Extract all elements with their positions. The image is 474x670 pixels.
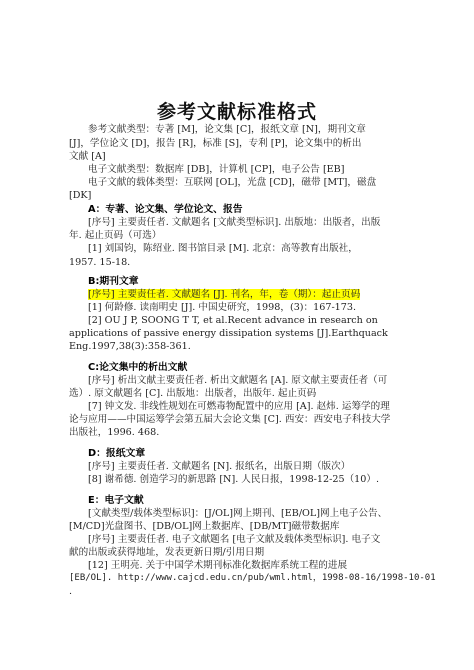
- intro-line-1: 参考文献类型：专著 [M]，论文集 [C]，报纸文章 [N]，期刊文章: [88, 124, 366, 135]
- section-e-line-6: [EB/OL]. http://www.cajcd.edu.cn/pub/wml.html，1998-08-16/1998-10-01: [69, 573, 436, 583]
- section-b-highlight-line: [88, 288, 360, 301]
- section-a-line-3: [1] 刘国钧，陈绍业. 图书馆目录 [M]. 北京：高等教育出版社，: [88, 243, 358, 254]
- document-title: 参考文献标准格式: [156, 101, 317, 123]
- section-c-line-2: 选）. 原文献题名 [C]. 出版地：出版者，出版年. 起止页码: [69, 388, 317, 399]
- section-a-line-1: [序号] 主要责任者. 文献题名 [文献类型标识]. 出版地：出版者，出版: [88, 217, 381, 228]
- section-a-line-4: 1957. 15-18.: [69, 257, 131, 268]
- section-d-heading: D：报纸文章: [88, 448, 146, 459]
- section-a-heading: A：专著、论文集、学位论文、报告: [88, 204, 243, 215]
- section-b-line-4: Eng.1997,38(3):358-361.: [69, 341, 191, 352]
- intro-line-3: 文献 [A]: [69, 151, 106, 162]
- section-e-line-1: [文献类型/载体类型标识]：[J/OL]网上期刊、[EB/OL]网上电子公告、: [88, 508, 388, 519]
- section-e-line-5: [12] 王明亮. 关于中国学术期刊标准化数据库系统工程的进展: [88, 560, 348, 571]
- section-b-line-2: [2] OU J P, SOONG T T, et al.Recent advance in research on: [88, 315, 378, 326]
- highlighted-format: [序号] 主要责任者. 文献题名 [J]. 刊名，年，卷（期）：起止页码: [88, 289, 361, 300]
- section-c-line-4: 论与应用——中国运筹学会第五届大会论文集 [C]. 西安：西安电子科技大学: [69, 414, 391, 425]
- section-c-line-1: [序号] 析出文献主要责任者. 析出文献题名 [A]. 原文献主要责任者（可: [88, 375, 388, 386]
- section-b-heading: B:期刊文章: [88, 276, 139, 287]
- intro-line-2: [J]，学位论文 [D]，报告 [R]，标准 [S]，专利 [P]，论文集中的析出: [69, 138, 362, 149]
- section-e-line-4: 献的出版或获得地址，发表更新日期/引用日期: [69, 547, 265, 558]
- section-e-line-7: .: [69, 586, 73, 597]
- section-d-line-1: [序号] 主要责任者. 文献题名 [N]. 报纸名，出版日期（版次）: [88, 461, 351, 472]
- section-c-heading: C:论文集中的析出文献: [88, 362, 188, 373]
- section-e-line-3: [序号] 主要责任者. 电子文献题名 [电子文献及载体类型标识]. 电子文: [88, 534, 381, 545]
- section-e-line-2: [M/CD]光盘图书、[DB/OL]网上数据库、[DB/MT]磁带数据库: [69, 521, 340, 532]
- section-c-line-3: [7] 钟文发. 非线性规划在可燃毒物配置中的应用 [A]. 赵炜. 运筹学的理: [88, 401, 390, 412]
- intro-line-4: 电子文献类型：数据库 [DB]，计算机 [CP]，电子公告 [EB]: [88, 164, 345, 175]
- section-a-line-2: 年. 起止页码（可选）: [69, 230, 162, 241]
- section-c-line-5: 出版社，1996. 468.: [69, 427, 160, 438]
- intro-line-6: [DK]: [69, 190, 92, 201]
- section-b-line-1: [1] 何龄修. 读南明史 [J]. 中国史研究，1998，(3)：167-173.: [88, 302, 357, 313]
- intro-line-5: 电子文献的载体类型：互联网 [OL]，光盘 [CD]，磁带 [MT]，磁盘: [88, 177, 377, 188]
- section-e-heading: E：电子文献: [88, 495, 144, 506]
- section-d-line-2: [8] 谢希德. 创造学习的新思路 [N]. 人民日报，1998-12-25（10）.: [88, 474, 380, 485]
- section-b-line-3: applications of passive energy dissipation systems [J].Earthquack: [69, 328, 388, 339]
